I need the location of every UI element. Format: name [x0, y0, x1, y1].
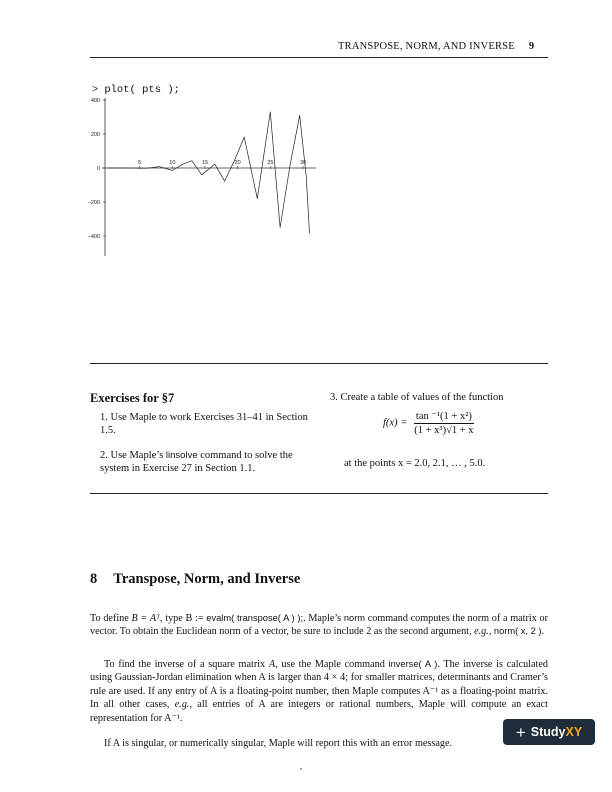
plus-icon: + [515, 722, 526, 742]
header-rule [90, 57, 548, 58]
paragraph-singular: If A is singular, or numerically singular, Maple will report this with an error message. [104, 738, 453, 749]
exercise-2: 2. Use Maple’s linsolve command to solve the system in Exercise 27 in Section 1.1. [100, 450, 293, 474]
badge-brand-study: Study [530, 725, 566, 739]
code-norm-x-2: norm( x, 2 ) [493, 626, 542, 637]
exercises-top-rule [90, 363, 548, 364]
y-tick-label: −200 [87, 200, 100, 206]
code-norm: norm [343, 613, 366, 623]
x-tick-label: 25 [267, 160, 274, 166]
section-heading [90, 571, 300, 588]
x-tick-label: 5 [138, 160, 142, 166]
badge-brand-xy: XY [565, 725, 583, 739]
paragraph-transpose-norm: To define B = Aᵀ, type B := evalm( transpose( A ) );. Maple’s norm command computes the norm of a matrix or vector. To obtain the Euclidean norm of a vector, be sure to include 2 as the second argument, e.g., norm( x, 2 ). [90, 613, 548, 638]
header-title: TRANSPOSE, NORM, AND INVERSE [338, 41, 515, 52]
exercise-3: 3. Create a table of values of the function [330, 392, 504, 403]
linsolve-command: linsolve [165, 450, 198, 461]
y-tick-label: 200 [90, 132, 100, 138]
formula-lhs: f(x) = [383, 417, 408, 429]
exercise-3-points: at the points x = 2.0, 2.1, … , 5.0. [344, 458, 486, 469]
exercise-1: 1. Use Maple to work Exercises 31–41 in Section 1.5. [100, 412, 308, 436]
decorative-dot [300, 768, 302, 770]
formula-denominator: (1 + x³)√1 + x [414, 425, 474, 436]
section-number: 8 [90, 571, 98, 587]
exercises-bottom-rule [90, 493, 548, 494]
y-tick-label: 400 [90, 98, 100, 104]
command-text: plot( pts ); [104, 84, 180, 96]
x-tick-label: 20 [234, 160, 241, 166]
formula-numerator: tan ⁻¹(1 + x²) [415, 411, 472, 422]
paragraph-inverse: To find the inverse of a square matrix A, use the Maple command inverse( A ). The inverse is calculated using Gaussian-Jordan elimination when A is larger than 4 × 4; for smaller matrices, determinants and Cramer’s rule are used. If any entry of A is a floating-point number, then Maple computes A⁻¹ as a floating-point matrix. In all other cases, e.g., all entries of A are integers or rational numbers, Maple will compute an exact representation for A⁻¹. [90, 659, 548, 724]
series-line-pts [107, 112, 310, 233]
prompt-symbol: > [92, 84, 99, 96]
y-tick-label: −400 [87, 234, 100, 240]
maple-plot [85, 96, 325, 276]
y-tick-label: 0 [96, 166, 100, 172]
code-evalm-transpose: evalm( transpose( A ) ); [206, 613, 304, 623]
x-tick-label: 15 [201, 160, 209, 166]
function-formula [383, 410, 474, 436]
page-number: 9 [528, 41, 535, 52]
running-header [338, 41, 534, 52]
x-tick-label: 10 [169, 160, 176, 166]
x-tick-label: 30 [299, 160, 307, 166]
studyxy-badge[interactable] [503, 719, 595, 745]
code-inverse: inverse( A ) [388, 659, 438, 669]
section-title: Transpose, Norm, and Inverse [113, 571, 301, 587]
exercises-title: Exercises for §7 [90, 391, 175, 405]
formula-fraction [414, 410, 474, 436]
maple-command [92, 84, 180, 96]
